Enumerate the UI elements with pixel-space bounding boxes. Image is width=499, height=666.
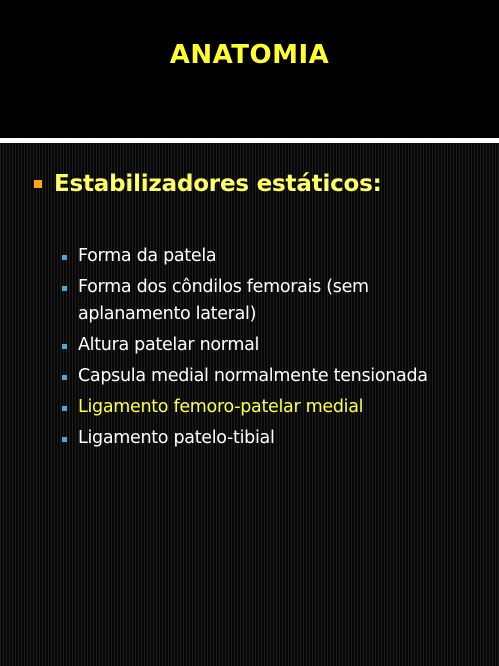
list-item-text: Altura patelar normal: [78, 335, 260, 355]
list-item-text: Ligamento femoro-patelar medial: [78, 397, 364, 417]
list-item-text: Capsula medial normalmente tensionada: [78, 366, 428, 386]
list-item: [62, 274, 482, 328]
small-square-bullet-icon: [62, 375, 67, 380]
small-square-bullet-icon: [62, 255, 67, 260]
small-square-bullet-icon: [62, 406, 67, 411]
list-item: [62, 363, 482, 390]
list-item: [62, 332, 482, 359]
slide-title: ANATOMIA: [169, 40, 330, 70]
list-item-highlighted: [62, 394, 482, 421]
list-item: [62, 243, 482, 270]
list-item: [62, 425, 482, 452]
list-item-text: Forma dos côndilos femorais (sem aplanamento lateral): [78, 277, 369, 324]
small-square-bullet-icon: [62, 344, 67, 349]
square-bullet-icon: [34, 180, 42, 188]
section-heading: Estabilizadores estáticos:: [54, 171, 382, 197]
list-item-text: Ligamento patelo-tibial: [78, 428, 275, 448]
small-square-bullet-icon: [62, 286, 67, 291]
bullet-list: [62, 243, 482, 456]
title-band: [0, 0, 499, 138]
heading-bullet-item: [34, 167, 484, 201]
list-item-text: Forma da patela: [78, 246, 217, 266]
small-square-bullet-icon: [62, 437, 67, 442]
